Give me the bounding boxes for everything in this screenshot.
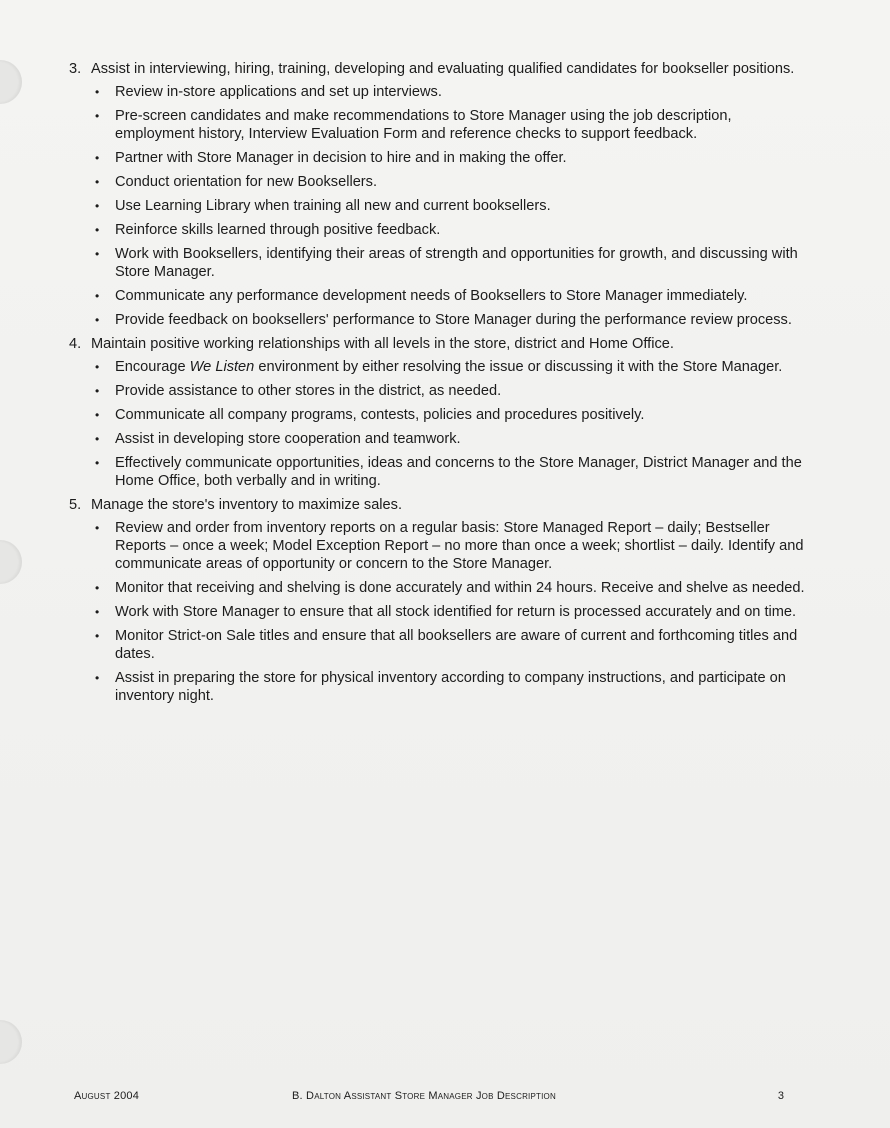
list-item <box>95 173 809 191</box>
list-item-text: Partner with Store Manager in decision to hire and in making the offer. <box>115 150 567 166</box>
list-item-text: Conduct orientation for new Booksellers. <box>115 174 378 190</box>
list-item-text: Communicate any performance development needs of Booksellers to Store Manager immediately. <box>115 288 748 304</box>
list-item <box>95 107 809 143</box>
section-number: 3. <box>69 61 82 77</box>
list-item-text: Effectively communicate opportunities, ideas and concerns to the Store Manager, District Manager and the Home Office, both verbally and in writing. <box>115 455 802 489</box>
list-item <box>95 221 809 239</box>
section-heading-text: Manage the store's inventory to maximize sales. <box>91 497 403 513</box>
list-item <box>95 382 809 400</box>
bullet-icon: • <box>95 247 100 261</box>
bullet-icon: • <box>95 223 100 237</box>
list-item <box>95 669 809 705</box>
list-item-text: Provide assistance to other stores in the district, as needed. <box>115 383 502 399</box>
bullet-icon: • <box>95 175 100 189</box>
bullet-icon: • <box>95 605 100 619</box>
job-duties-list <box>69 60 809 711</box>
list-item <box>95 245 809 281</box>
bullet-icon: • <box>95 432 100 446</box>
list-item <box>95 311 809 329</box>
section-number: 4. <box>69 336 82 352</box>
list-item <box>95 579 809 597</box>
list-item <box>95 149 809 167</box>
punch-hole <box>0 1020 22 1064</box>
section-number: 5. <box>69 497 82 513</box>
bullet-list <box>69 83 809 329</box>
list-item <box>95 83 809 101</box>
list-item-text: Reinforce skills learned through positive feedback. <box>115 222 441 238</box>
bullet-icon: • <box>95 360 100 374</box>
section-heading <box>69 60 809 78</box>
footer-date: August 2004 <box>74 1090 140 1102</box>
list-item-text: Review and order from inventory reports on a regular basis: Store Managed Report – daily; Bestseller Reports – once a week; Model Exception Report – no more than once a week; shortlist – daily. Identify and communicate areas of opportunity or concern to the Store Manager. <box>115 520 804 572</box>
bullet-icon: • <box>95 384 100 398</box>
bullet-icon: • <box>95 581 100 595</box>
bullet-icon: • <box>95 289 100 303</box>
list-item-text: Encourage We Listen environment by either resolving the issue or discussing it with the Store Manager. <box>115 359 783 375</box>
list-item <box>95 627 809 663</box>
section-heading-text: Maintain positive working relationships with all levels in the store, district and Home Office. <box>91 336 674 352</box>
list-item-text: Monitor that receiving and shelving is done accurately and within 24 hours. Receive and shelve as needed. <box>115 580 805 596</box>
list-item <box>95 430 809 448</box>
bullet-icon: • <box>95 85 100 99</box>
section-heading <box>69 496 809 514</box>
list-item <box>95 519 809 573</box>
punch-hole <box>0 540 22 584</box>
bullet-icon: • <box>95 199 100 213</box>
list-item <box>95 197 809 215</box>
bullet-list <box>69 358 809 490</box>
list-item <box>95 406 809 424</box>
list-item-text: Work with Store Manager to ensure that all stock identified for return is processed accurately and on time. <box>115 604 797 620</box>
section-heading <box>69 335 809 353</box>
bullet-icon: • <box>95 629 100 643</box>
bullet-icon: • <box>95 456 100 470</box>
list-item-text: Assist in developing store cooperation and teamwork. <box>115 431 461 447</box>
bullet-icon: • <box>95 109 100 123</box>
page-number: 3 <box>777 1090 784 1102</box>
bullet-list <box>69 519 809 705</box>
list-item-text: Review in-store applications and set up interviews. <box>115 84 442 100</box>
bullet-icon: • <box>95 521 100 535</box>
bullet-icon: • <box>95 671 100 685</box>
list-item-text: Provide feedback on booksellers' performance to Store Manager during the performance review process. <box>115 312 792 328</box>
footer-title: B. Dalton Assistant Store Manager Job Description <box>292 1090 556 1102</box>
duty-section-5 <box>69 496 809 705</box>
list-item <box>95 454 809 490</box>
bullet-icon: • <box>95 408 100 422</box>
list-item <box>95 287 809 305</box>
section-heading-text: Assist in interviewing, hiring, training, developing and evaluating qualified candidates for bookseller positions. <box>91 61 795 77</box>
list-item-text: Communicate all company programs, contests, policies and procedures positively. <box>115 407 645 423</box>
list-item <box>95 358 809 376</box>
list-item-text: Monitor Strict-on Sale titles and ensure that all booksellers are aware of current and forthcoming titles and dates. <box>115 628 798 662</box>
punch-hole <box>0 60 22 104</box>
bullet-icon: • <box>95 151 100 165</box>
list-item <box>95 603 809 621</box>
page-footer <box>74 1090 794 1102</box>
list-item-text: Assist in preparing the store for physical inventory according to company instructions, and participate on inventory night. <box>115 670 786 704</box>
list-item-text: Work with Booksellers, identifying their areas of strength and opportunities for growth, and discussing with Store Manager. <box>115 246 798 280</box>
bullet-icon: • <box>95 313 100 327</box>
program-name: We Listen <box>189 359 255 375</box>
duty-section-3 <box>69 60 809 329</box>
duty-section-4 <box>69 335 809 490</box>
list-item-text: Use Learning Library when training all new and current booksellers. <box>115 198 551 214</box>
list-item-text: Pre-screen candidates and make recommendations to Store Manager using the job description, employment history, Interview Evaluation Form and reference checks to support feedback. <box>115 108 732 142</box>
